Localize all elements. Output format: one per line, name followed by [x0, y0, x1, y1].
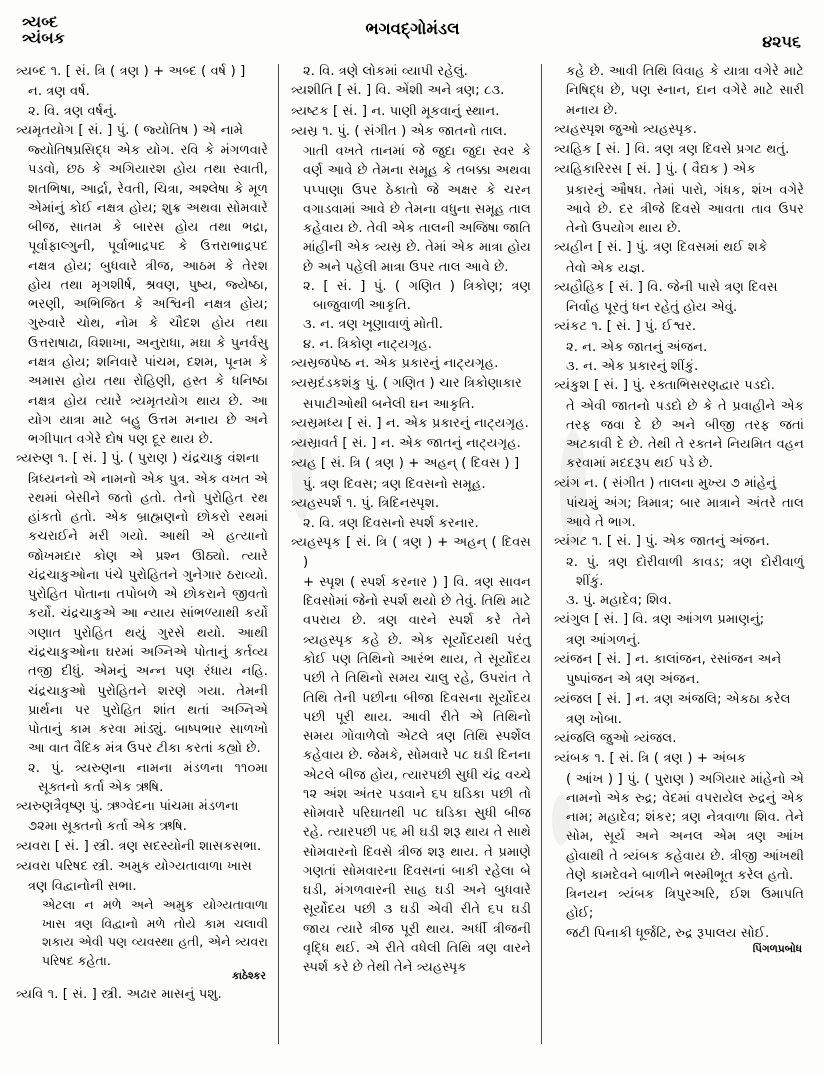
book-title: ભગવદ્ગોમંડલ	[365, 19, 460, 38]
dictionary-entry-headword: ત્ર્યહિકારિરસ [ સં. ] પું. ( વૈદ્યક ) એક	[554, 162, 756, 178]
entry-continuation: પું. ત્રણ દિવસ; ત્રણ દિવસનો સમૂહ.	[303, 476, 486, 492]
dictionary-entry-headword: ત્ર્યરુણ ૧. [ સં. ] પું. ( પુરાણ ) ચંદ્રચાકુ વંશના	[16, 451, 260, 467]
dictionary-entry-headword: ત્ર્યબ્દ ૧. [ સં. ત્રિ ( ત્રણ ) + અબ્દ ( વર્ષ ) ]	[16, 64, 246, 79]
entry-verse-line: ત્રિનયન ત્ર્યંબક ત્રિપુરઅરિ, ઈશ ઉમાપતિ હોઈ;	[566, 887, 804, 922]
dictionary-sense: ન. ત્રણ વર્ષ.	[28, 84, 90, 100]
dictionary-entry-headword: ત્ર્યસ્રજપેષ્ઠ ન. એક પ્રકારનું નાટ્યગૃહ.	[291, 355, 499, 371]
entry-continuation: ગાતી વખતે તાનમાં જે જુદા જુદા સ્વર કે વર્ણ આવે છે તેમના સમૂહ કે તબક્કા અથવા પપ્પાણા ઉપર ઠેકાતો જે અક્ષર કે ચરન વગાડવામાં આવે છે તેમના વધુના સમૂહ તાલ કહેવાય છે. તેવી એક તાલની અજિષા જાતિ માંહીની એક ત્ર્યસ્ર છે. તેમાં એક માત્રા હોય છે અને પહેલી માત્રા ઉપર તાલ આવે છે.	[303, 144, 531, 275]
dictionary-sense: ૨. વિ. ત્રણ વર્ષનું.	[28, 103, 118, 119]
dictionary-entry-headword: ત્ર્યંગ ન. ( સંગીત ) તાલના મુખ્ય ૭ માંહેનું	[554, 475, 777, 491]
entry-continuation: + સ્પૃશ ( સ્પર્શ કરનાર ) ] વિ. ત્રણ સાવન દિવસોમાં જેનો સ્પર્શ થયો છે તેવું. તિથિ માટે વપરાય છે. ત્રણ વારને સ્પર્શ કરે તેને ત્ર્યહસ્પૃક કહે છે. એક સૂર્યોદયથી પરંતુ કોઈ પણ તિથિનો આરંભ થાય, તે સૂર્યોદય પછી તે તિથિનો સમય ચાલુ રહે, ઉપરાંત તે તિથિ તેની પછીના બીજા દિવસના સૂર્યોદય પછી પૂરી થાય. આવી રીતે એ તિથિનો સમય ગોવાળેલો એટલે ત્રણ તિથિ સ્પર્શેલ કહેવાય છે. જેમકે, સોમવારે ૫૮ ઘડી દિનના એટલે બીજ હોય, ત્યારપછી સુધી ચંદ્ર વચ્ચે ૧૨ અંશ અંતર પડવાને ૬૫ ઘડિકા પછી તો સોમવારે પરિઘાતથી ૫૮ ઘડિકા સુધી બીજ રહે. ત્યારપછી ૫૬ મી ઘડી શરૂ થાય તે સાથે સોમવારનો દિવસે ત્રીજ શરૂ થાય. તે પ્રમાણે ગણતાં સોમવારના દિવસનાં બાકી રહેલા બે ઘડી, મંગળવારની સાહ ઘડી અને બુધવારે સૂર્યોદય પછી ૩ ઘડી એવી રીતે ૬૫ ઘડી જાય ત્યારે ત્રીજ પૂરી થાય. અર્ધી ત્રીજની વૃદ્ધિ થઈ. એ રીતે વધેલી તિથિ ત્રણ વારને સ્પર્શ કરે છે તેથી તેને ત્ર્યહસ્પૃક	[303, 574, 531, 976]
dictionary-sense: ૨. પું. ત્ર્યરુણના નામના મંડળના ૧૧૦મા સૂક્તનો કર્તા એક ઋષિ.	[28, 760, 268, 795]
source-attribution: કાઠેશ્કર	[231, 969, 266, 982]
dictionary-sense: ૨. વિ. ત્રણે લોકમાં વ્યાપી રહેલું.	[303, 64, 468, 79]
column-container	[16, 62, 809, 1062]
entry-continuation: તેવો એક યજ્ઞ.	[566, 260, 645, 276]
dictionary-entry-headword: ત્ર્યંકુશ [ સં. ] પું. રક્તાભિસરણદ્વાર પડદો.	[554, 378, 775, 394]
dictionary-entry-headword: ત્ર્યસ્રમધ્ય [ સં. ] ન. એક પ્રકારનું નાટ્યગૃહ.	[291, 415, 529, 431]
entry-continuation: ( આંખ ) ] પું. ( પુરાણ ) અગિયાર માંહેનો એ નામનો એક રુદ્ર; વેદમાં વપરાયેલ રુદ્રનું એક નામ; મહાદેવ; શંકર; ત્રણ નેત્રવાળા શિવ. તેને સોમ, સૂર્ય અને અનલ એમ ત્રણ આંખ હોવાથી તે ત્ર્યંબક કહેવાય છે. ત્રીજી આંખથી તેણે કામદેવને બાળીને ભસ્મીભૂત કરેલ હતો.	[566, 771, 804, 883]
dictionary-entry-headword: ત્ર્યહસ્પૃક [ સં. ત્રિ ( ત્રણ ) + અહન્ ( દિવસ )	[291, 535, 531, 570]
dictionary-entry-headword: ત્ર્યંબક ૧. [ સં. ત્રિ ( ત્રણ ) + અંબક	[554, 751, 747, 767]
entry-continuation: ત્રણ વિદ્વાનોની સભા.	[28, 879, 137, 895]
dictionary-entry-headword: ત્ર્યષ્ટક [ સં. ] ન. પાણી મૂકવાનું સ્થાન.	[291, 103, 500, 119]
dictionary-entry-headword: ત્ર્યહસ્પર્શ ૧. પું. ત્રિદિનસ્પૃશ.	[291, 495, 440, 511]
dictionary-entry-headword: ત્ર્યહસ્પૃશ જુઓ ત્ર્યહસ્પૃક.	[554, 121, 697, 137]
dictionary-sense: ૩. ન. ત્રણ ખૂણાવાળું મોતી.	[303, 317, 443, 333]
page-number: ૪૨૫૬	[762, 32, 801, 51]
entry-continuation: ત્રણ આંગળનું.	[566, 632, 641, 648]
entry-continuation: કહે છે. આવી તિથિ વિવાહ કે યાત્રા વગેરે માટે નિષિદ્ધ છે, પણ સ્નાન, દાન વગેરે માટે સારી મનાય છે.	[566, 64, 804, 118]
entry-continuation: સપાટીઓથી બનેલી ઘન આકૃતિ.	[303, 396, 475, 412]
dictionary-entry-headword: ત્ર્યસ્ર ૧. પું. ( સંગીત ) એક જાતનો તાલ.	[291, 123, 508, 139]
dictionary-entry-headword: ત્ર્યવિ ૧. [ સં. ] સ્ત્રી. અઢાર માસનું પશુ.	[16, 986, 222, 1002]
dictionary-entry-headword: ત્ર્યંજન [ સં. ] ન. કાલાંજન, રસાંજન અને	[554, 651, 782, 667]
dictionary-sense: ૩. ન. એક પ્રકારનું શીંકું.	[566, 358, 699, 374]
dictionary-sense: ૨. ન. એક જાતનું અંજન.	[566, 339, 708, 355]
entry-continuation: પ્રકારનું ઔષધ. તેમાં પારો, ગંધક, શંખ વગેરે આવે છે. દર ત્રીજે દિવસે આવતા તાવ ઉપર તેનો ઉપયોગ થાય છે.	[566, 182, 804, 237]
dictionary-sense: ૨. [ સં. ] પું. ( ગણિત ) ત્રિકોણ; ત્રણ બાજુવાળી આકૃતિ.	[303, 278, 531, 314]
entry-continuation: ત્રિધ્યનનો એ નામનો એક પુત્ર. એક વખત એ રથમાં બેસીને જતો હતો. તેનો પુરોહિત રથ હાંકતો હતો. એક બ્રાહ્મણનો છોકરો રથમાં કચરાઈને મરી ગયો. આથી એ હત્યાનો જોખમદાર કોણ એ પ્રશ્ન ઊઠ્યો. ત્યારે ચંદ્રચાકુઓના પંચે પુરોહિતને ગુનેગાર ઠરાવ્યો. પુરોહિત પોતાના તપોબળે એ છોકરાને જીવતો કર્યો. ચંદ્રચાકુએ આ ન્યાય સાંભળ્યાથી કર્યો ગણાત પુરોહિત થયું ગુરસે થયો. આથી ચંદ્રચાકુઓના ઘરમાં અગ્નિએ પોતાનું કર્તવ્ય તજી દીધું. એમનું અન્ન પણ રંધાય નહિ. ચંદ્રચાકુઓ પુરોહિતને શરણે ગયા. તેમની પ્રાર્થના પર પુરોહિત શાંત થતાં અગ્નિએ પોતાનું કામ કરવા માંડ્યું. બાષ્પભાર સાળખો આ વાત વૈદિક મંત્ર ઉપર ટીકા કરતાં કહ્યો છે.	[28, 471, 268, 757]
entry-continuation: ૭૨મા સૂક્તનો કર્તા એક ઋષિ.	[28, 819, 187, 835]
dictionary-entry-headword: ત્ર્યહિક [ સં. ] વિ. ત્રણ ત્રણ દિવસે પ્રગટ થતું.	[554, 142, 790, 158]
text-column-3	[542, 62, 804, 1062]
dictionary-entry-headword: ત્ર્યરુણત્રૈવૃષ્ણ પું. ઋગ્વેદના પાંચમા મંડળના	[16, 799, 239, 815]
entry-verse-line: જટી પિનાકી ધૂર્જટિ, રુદ્ર રૂપાલય સોઈ.	[566, 925, 770, 941]
dictionary-entry-headword: ત્ર્યવરા પરિષદ સ્ત્રી. અમુક યોગ્યતાવાળા ખાસ	[16, 858, 252, 874]
dictionary-entry-headword: ત્ર્યશીતિ [ સં. ] વિ. એંશી અને ત્રણ; ૮૩.	[291, 83, 505, 99]
running-head-left-word-last: ત્ર્યંબક	[22, 29, 65, 48]
dictionary-entry-headword: ત્ર્યહૌહિક [ સં. ] વિ. જેની પાસે ત્રણ દિવસ	[554, 279, 778, 295]
dictionary-entry-headword: ત્ર્યસ્રદંડકશંકુ પું. ( ગણિત ) ચાર ત્રિકોણાકાર	[291, 376, 522, 392]
source-attribution: પિંગળપ્રબોધ	[752, 942, 802, 955]
entry-continuation: નિર્વાહ પૂરતું ધન રહેતું હોય એવું.	[566, 300, 738, 316]
dictionary-entry-headword: ત્ર્યમૃતયોગ [ સં. ] પું. ( જ્યોતિષ ) એ નામે	[16, 122, 244, 138]
entry-continuation: જ્યોતિષપ્રસિદ્ધ એક યોગ. રવિ કે મંગળવારે પડવો, છઠ કે અગિયારશ હોય તથા સ્વાતી, શતભિષા, આર્દ્રા, રેવતી, ચિત્રા, અશ્લેષા કે મૂળ એમાંનું કોઈ નક્ષત્ર હોય; શુક્ર અથવા સોમવારે બીજ, સાતમ કે બારસ હોય તથા ભદ્રા, પૂર્વાફાલ્ગુની, પૂર્વાભાદ્રપદ કે ઉત્તરાભાદ્રપદ નક્ષત્ર હોય; બુધવારે ત્રીજ, આઠમ કે તેરશ હોય તથા મૃગશીર્ષ, શ્રવણ, પુષ્ય, જ્યેષ્ઠા, ભરણી, અભિજિત કે અશ્વિની નક્ષત્ર હોય; ગુરુવારે ચોથ, નોમ કે ચૌદશ હોય તથા ઉત્તરાષાઢા, વિશાખા, અનુરાધા, મઘા કે પુનર્વસુ નક્ષત્ર હોય; શનિવારે પાંચમ, દશમ, પૂનમ કે અમાસ હોય તથા રોહિણી, હસ્ત કે ધનિષ્ઠા નક્ષત્ર હોય ત્યારે ત્ર્યમૃતયોગ થાય છે. આ યોગ યાત્રા માટે બહુ ઉત્તમ મનાય છે અને ભગીપાત વગેરે દોષ પણ દૂર થાય છે.	[28, 143, 268, 448]
text-column-2	[279, 62, 541, 1062]
dictionary-entry-headword: ત્ર્યસ્રાવર્ત [ સં. ] ન. એક જાતનું નાટ્યગૃહ.	[291, 436, 521, 452]
entry-continuation: પાંચમું અંગ; ત્રિમાત્ર; બાર માત્રાને અંતરે તાલ આવે તે ભાગ.	[566, 495, 804, 531]
dictionary-entry-headword: ત્ર્યંગટ ૧. [ સં. ] પું. એક જાતનું અંજન.	[554, 534, 770, 550]
entry-continuation: તે એવી જાતનો પડદો છે કે તે પ્રવાહીને એક તરફ જવા દે છે અને બીજી તરફ જતાં અટકાવી દે છે. તેથી તે રક્તને નિયમિત વહન કરવામાં મદદરૂપ થઈ પડે છે.	[566, 398, 804, 472]
dictionary-sense: ૨. વિ. ત્રણ દિવસનો સ્પર્શ કરનાર.	[303, 516, 479, 532]
dictionary-entry-headword: ત્ર્યહ [ સં. ત્રિ ( ત્રણ ) + અહન્ ( દિવસ ) ]	[291, 456, 520, 472]
dictionary-sense: ૨. પું. ત્રણ દોરીવાળી કાવડ; ત્રણ દોરીવાળું શીંકું.	[566, 554, 804, 589]
running-head	[16, 14, 809, 60]
entry-continuation: ત્રણ ખોબા.	[566, 711, 622, 727]
dictionary-sense: ૪. ન. ત્રિકોણ નાટ્યગૃહ.	[303, 336, 432, 352]
dictionary-entry-headword: ત્ર્યંજલિ જુઓ ત્ર્યંજલ.	[554, 731, 677, 747]
dictionary-entry-headword: ત્ર્યહીન [ સં. ] પું. ત્રણ દિવસમાં થઈ શકે	[554, 240, 768, 256]
dictionary-entry-headword: ત્ર્યવરા [ સં. ] સ્ત્રી. ત્રણ સદસ્યોની શાસકસભા.	[16, 838, 262, 854]
text-column-1	[16, 62, 278, 1062]
dictionary-entry-headword: ત્ર્યંગુલ [ સં. ] વિ. ત્રણ આંગળ પ્રમાણનું;	[554, 612, 765, 628]
entry-quotation-note: એટલા ન મળે અને અમુક યોગ્યતાવાળા ખાસ ત્રણ વિદ્વાનો મળે તોયે કામ ચલાવી શકાય એવી પણ વ્યવસ્થા હતી, એને ત્ર્યવરા પરિષદ કહેતા.	[42, 897, 268, 968]
dictionary-entry-headword: ત્ર્યંકટ ૧. [ સં. ] પું. ઈશ્વર.	[554, 319, 697, 335]
entry-continuation: પુષ્પાંજન એ ત્રણ અંજન.	[566, 672, 700, 688]
running-head-left-word-first: ત્ર્યબ્દ	[22, 13, 59, 31]
dictionary-entry-headword: ત્ર્યંજલ [ સં. ] ન. ત્રણ અંજલિ; એકઠા કરેલ	[554, 691, 791, 707]
dictionary-sense: ૩. પું. મહાદેવ; શિવ.	[566, 593, 672, 609]
